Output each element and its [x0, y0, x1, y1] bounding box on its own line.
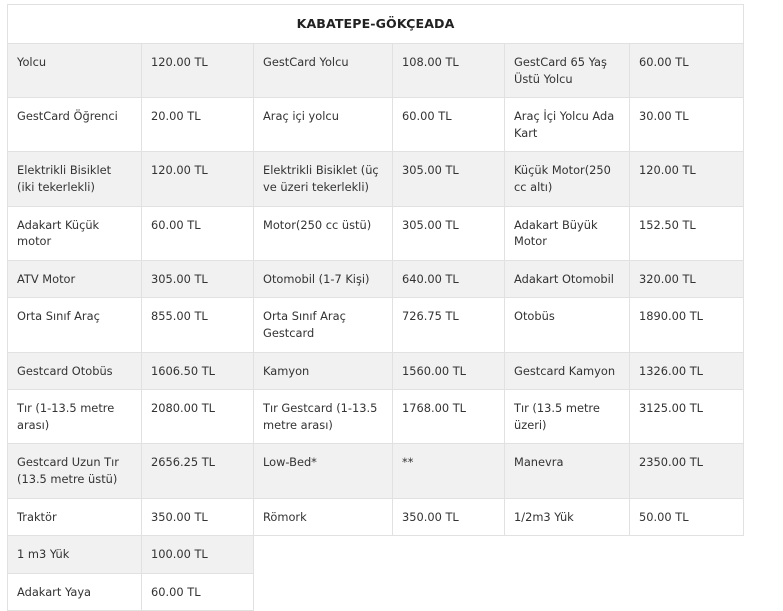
- fare-label-cell: Araç içi yolcu: [254, 98, 393, 152]
- table-row: [8, 498, 744, 536]
- fare-price-cell: 60.00 TL: [142, 206, 254, 260]
- fare-price-cell: 1606.50 TL: [142, 352, 254, 390]
- table-row: [8, 206, 744, 260]
- fare-price-cell: 60.00 TL: [142, 573, 254, 611]
- fare-label-cell: Motor(250 cc üstü): [254, 206, 393, 260]
- fare-label-cell: Küçük Motor(250 cc altı): [505, 152, 630, 206]
- table-row: [8, 390, 744, 444]
- fare-price-cell: 30.00 TL: [630, 98, 744, 152]
- fare-price-cell: 350.00 TL: [393, 498, 505, 536]
- fare-price-cell: 50.00 TL: [630, 498, 744, 536]
- fare-price-cell: 1890.00 TL: [630, 298, 744, 352]
- fare-label-cell: Manevra: [505, 444, 630, 498]
- fare-label-cell: Tır (1-13.5 metre arası): [8, 390, 142, 444]
- fare-price-cell: 3125.00 TL: [630, 390, 744, 444]
- fare-label-cell: Elektrikli Bisiklet (iki tekerlekli): [8, 152, 142, 206]
- fare-price-cell: 100.00 TL: [142, 536, 254, 574]
- fare-price-cell: 20.00 TL: [142, 98, 254, 152]
- table-row: [8, 536, 744, 574]
- fare-label-cell: 1 m3 Yük: [8, 536, 142, 574]
- fare-label-cell: Gestcard Otobüs: [8, 352, 142, 390]
- table-row: [8, 573, 744, 611]
- empty-cell: [254, 536, 505, 574]
- fare-price-cell: 305.00 TL: [393, 152, 505, 206]
- table-row: [8, 352, 744, 390]
- fare-label-cell: Adakart Otomobil: [505, 260, 630, 298]
- fare-price-cell: 726.75 TL: [393, 298, 505, 352]
- fare-label-cell: Kamyon: [254, 352, 393, 390]
- table-row: [8, 98, 744, 152]
- empty-cell: [505, 536, 744, 574]
- table-header-row: [8, 5, 744, 44]
- table-row: [8, 298, 744, 352]
- fare-price-cell: 120.00 TL: [142, 44, 254, 98]
- fare-label-cell: Tır Gestcard (1-13.5 metre arası): [254, 390, 393, 444]
- fare-label-cell: Römork: [254, 498, 393, 536]
- fare-price-cell: 320.00 TL: [630, 260, 744, 298]
- fare-label-cell: Gestcard Kamyon: [505, 352, 630, 390]
- fare-price-cell: 60.00 TL: [630, 44, 744, 98]
- table-title: KABATEPE-GÖKÇEADA: [8, 5, 744, 44]
- fare-price-cell: 305.00 TL: [142, 260, 254, 298]
- fare-label-cell: Elektrikli Bisiklet (üç ve üzeri tekerlekli): [254, 152, 393, 206]
- fare-label-cell: Araç İçi Yolcu Ada Kart: [505, 98, 630, 152]
- table-body: [8, 44, 744, 611]
- fare-price-cell: 1326.00 TL: [630, 352, 744, 390]
- fare-label-cell: Traktör: [8, 498, 142, 536]
- fare-label-cell: ATV Motor: [8, 260, 142, 298]
- empty-cell: [254, 573, 505, 611]
- fare-price-cell: 2350.00 TL: [630, 444, 744, 498]
- fare-label-cell: Adakart Büyük Motor: [505, 206, 630, 260]
- fare-label-cell: Adakart Küçük motor: [8, 206, 142, 260]
- table-row: [8, 44, 744, 98]
- fare-label-cell: Yolcu: [8, 44, 142, 98]
- table-row: [8, 152, 744, 206]
- fare-label-cell: GestCard Öğrenci: [8, 98, 142, 152]
- fare-price-cell: 60.00 TL: [393, 98, 505, 152]
- fare-price-cell: 1768.00 TL: [393, 390, 505, 444]
- fare-label-cell: Otobüs: [505, 298, 630, 352]
- fare-price-cell: 305.00 TL: [393, 206, 505, 260]
- fare-label-cell: Orta Sınıf Araç Gestcard: [254, 298, 393, 352]
- fare-price-cell: 152.50 TL: [630, 206, 744, 260]
- fare-price-cell: 108.00 TL: [393, 44, 505, 98]
- fare-table: [7, 4, 744, 611]
- fare-label-cell: Low-Bed*: [254, 444, 393, 498]
- fare-price-cell: 2656.25 TL: [142, 444, 254, 498]
- fare-label-cell: GestCard Yolcu: [254, 44, 393, 98]
- fare-label-cell: Otomobil (1-7 Kişi): [254, 260, 393, 298]
- fare-label-cell: Tır (13.5 metre üzeri): [505, 390, 630, 444]
- fare-label-cell: GestCard 65 Yaş Üstü Yolcu: [505, 44, 630, 98]
- fare-table-container: [7, 4, 744, 611]
- fare-price-cell: 350.00 TL: [142, 498, 254, 536]
- table-row: [8, 444, 744, 498]
- fare-price-cell: 640.00 TL: [393, 260, 505, 298]
- fare-price-cell: **: [393, 444, 505, 498]
- fare-price-cell: 1560.00 TL: [393, 352, 505, 390]
- fare-price-cell: 855.00 TL: [142, 298, 254, 352]
- fare-label-cell: Gestcard Uzun Tır (13.5 metre üstü): [8, 444, 142, 498]
- table-row: [8, 260, 744, 298]
- empty-cell: [505, 573, 744, 611]
- fare-label-cell: Orta Sınıf Araç: [8, 298, 142, 352]
- fare-price-cell: 120.00 TL: [630, 152, 744, 206]
- fare-price-cell: 120.00 TL: [142, 152, 254, 206]
- fare-label-cell: Adakart Yaya: [8, 573, 142, 611]
- fare-price-cell: 2080.00 TL: [142, 390, 254, 444]
- fare-label-cell: 1/2m3 Yük: [505, 498, 630, 536]
